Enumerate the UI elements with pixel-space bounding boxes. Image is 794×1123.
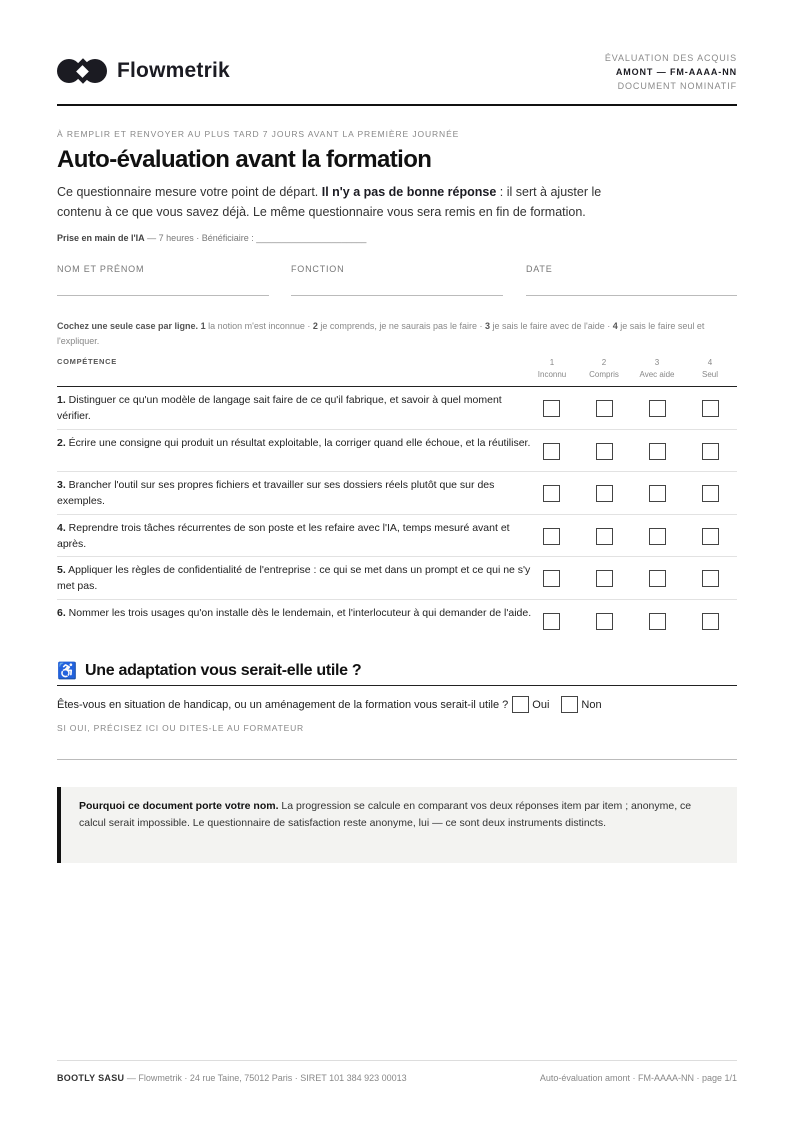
scale-header-1: 1 Inconnu [537,358,567,379]
flowmetrik-logo-icon [57,57,109,85]
rating-checkbox-2[interactable] [596,570,613,587]
rating-checkbox-3[interactable] [649,443,666,460]
competence-text: 6. Nommer les trois usages qu'on installe dès le lendemain, et l'interlocuteur à qui demander de l'aide. [57,606,532,619]
table-row [57,387,737,430]
page-footer [57,1060,737,1083]
rating-checkbox-1[interactable] [543,485,560,502]
name-field[interactable]: NOM ET PRÉNOM [57,259,269,296]
table-header [57,354,737,387]
scale-header-4: 4 Seul [701,358,718,379]
doc-nature: DOCUMENT NOMINATIF [617,81,737,91]
rating-checkbox-3[interactable] [649,400,666,417]
brand-name: Flowmetrik [117,59,230,82]
intro-paragraph: Ce questionnaire mesure votre point de départ. Il n'y a pas de bonne réponse : il sert à ajuster le contenu à ce que vous savez déjà. Le même questionnaire vous sera remis en fin de formation. [57,185,602,219]
yes-checkbox[interactable] [512,696,529,713]
doc-type: ÉVALUATION DES ACQUIS [604,53,737,63]
rating-checkbox-4[interactable] [702,485,719,502]
no-label: Non [581,698,602,711]
accessibility-icon: ♿ [57,662,77,680]
competence-table [57,387,737,642]
no-checkbox[interactable] [561,696,578,713]
rating-checkbox-3[interactable] [649,613,666,630]
precise-label: SI OUI, PRÉCISEZ ICI OU DITES-LE AU FORMATEUR [57,723,304,733]
rating-checkbox-2[interactable] [596,528,613,545]
date-field[interactable]: DATE [526,259,737,296]
yes-label: Oui [532,698,550,711]
scale-header-3: 3 Avec aide [639,358,675,379]
rating-checkbox-1[interactable] [543,443,560,460]
rating-checkbox-2[interactable] [596,400,613,417]
document-header [57,48,737,106]
rating-checkbox-2[interactable] [596,485,613,502]
competence-text: 5. Appliquer les règles de confidentialité de l'entreprise : ce qui se met dans un prompt et ce qui ne s'y met pas. [57,564,531,592]
adaptation-section-title [57,656,737,686]
adaptation-question-text: Êtes-vous en situation de handicap, ou un aménagement de la formation vous serait-il utile ? [57,698,509,711]
rating-checkbox-4[interactable] [702,443,719,460]
rating-checkbox-2[interactable] [596,443,613,460]
table-row [57,600,737,643]
rating-checkbox-1[interactable] [543,528,560,545]
scale-header-2: 2 Compris [589,358,619,379]
table-row [57,515,737,558]
competence-header: COMPÉTENCE [57,357,117,366]
adaptation-title: Une adaptation vous serait-elle utile ? [85,661,362,679]
privacy-note: Pourquoi ce document porte votre nom. La progression se calcule en comparant vos deux réponses item par item ; anonyme, ce calcul serait impossible. Le questionnaire de satisfaction reste anonyme, lui — ce sont deux instruments distincts. [57,787,737,863]
rating-checkbox-1[interactable] [543,613,560,630]
page-title: Auto-évaluation avant la formation [57,146,432,173]
document-page [57,0,737,1123]
footer-company: BOOTLY SASU — Flowmetrik · 24 rue Taine, 75012 Paris · SIRET 101 384 923 00013 [57,1073,407,1083]
precise-input-line[interactable] [57,759,737,760]
table-row [57,472,737,515]
rating-checkbox-4[interactable] [702,400,719,417]
competence-text: 1. Distinguer ce qu'un modèle de langage sait faire de ce qu'il fabrique, et savoir à quel moment vérifier. [57,394,502,422]
deadline-kicker: À REMPLIR ET RENVOYER AU PLUS TARD 7 JOURS AVANT LA PREMIÈRE JOURNÉE [57,129,460,139]
rating-checkbox-3[interactable] [649,570,666,587]
rating-checkbox-4[interactable] [702,613,719,630]
competence-text: 4. Reprendre trois tâches récurrentes de son poste et les refaire avec l'IA, temps mesuré avant et après. [57,521,510,550]
rating-checkbox-1[interactable] [543,570,560,587]
competence-text: 3. Brancher l'outil sur ses propres fichiers et travailler sur ses dossiers réels plutôt que sur des exemples. [57,479,495,507]
rating-checkbox-3[interactable] [649,528,666,545]
rating-checkbox-4[interactable] [702,570,719,587]
document-meta [605,51,737,93]
course-line: Prise en main de l'IA — 7 heures · Bénéficiaire : ______________________ [57,233,367,243]
rating-checkbox-4[interactable] [702,528,719,545]
rating-checkbox-2[interactable] [596,613,613,630]
footer-reference: Auto-évaluation amont · FM-AAAA-NN · page 1/1 [539,1073,737,1083]
rating-checkbox-3[interactable] [649,485,666,502]
table-row [57,557,737,600]
competence-text: 2. Écrire une consigne qui produit un résultat exploitable, la corriger quand elle échoue, et la réutiliser. [57,436,531,449]
brand-logo [57,57,230,85]
rating-instructions: Cochez une seule case par ligne. 1 la notion m'est inconnue · 2 je comprends, je ne saurais pas le faire · 3 je sais le faire avec de l'aide · 4 je sais le faire seul et l'expliquer. [57,321,705,346]
adaptation-question [57,696,610,713]
function-field[interactable]: FONCTION [291,259,503,296]
table-row [57,430,737,473]
doc-reference: AMONT — FM-AAAA-NN [615,67,737,77]
rating-checkbox-1[interactable] [543,400,560,417]
